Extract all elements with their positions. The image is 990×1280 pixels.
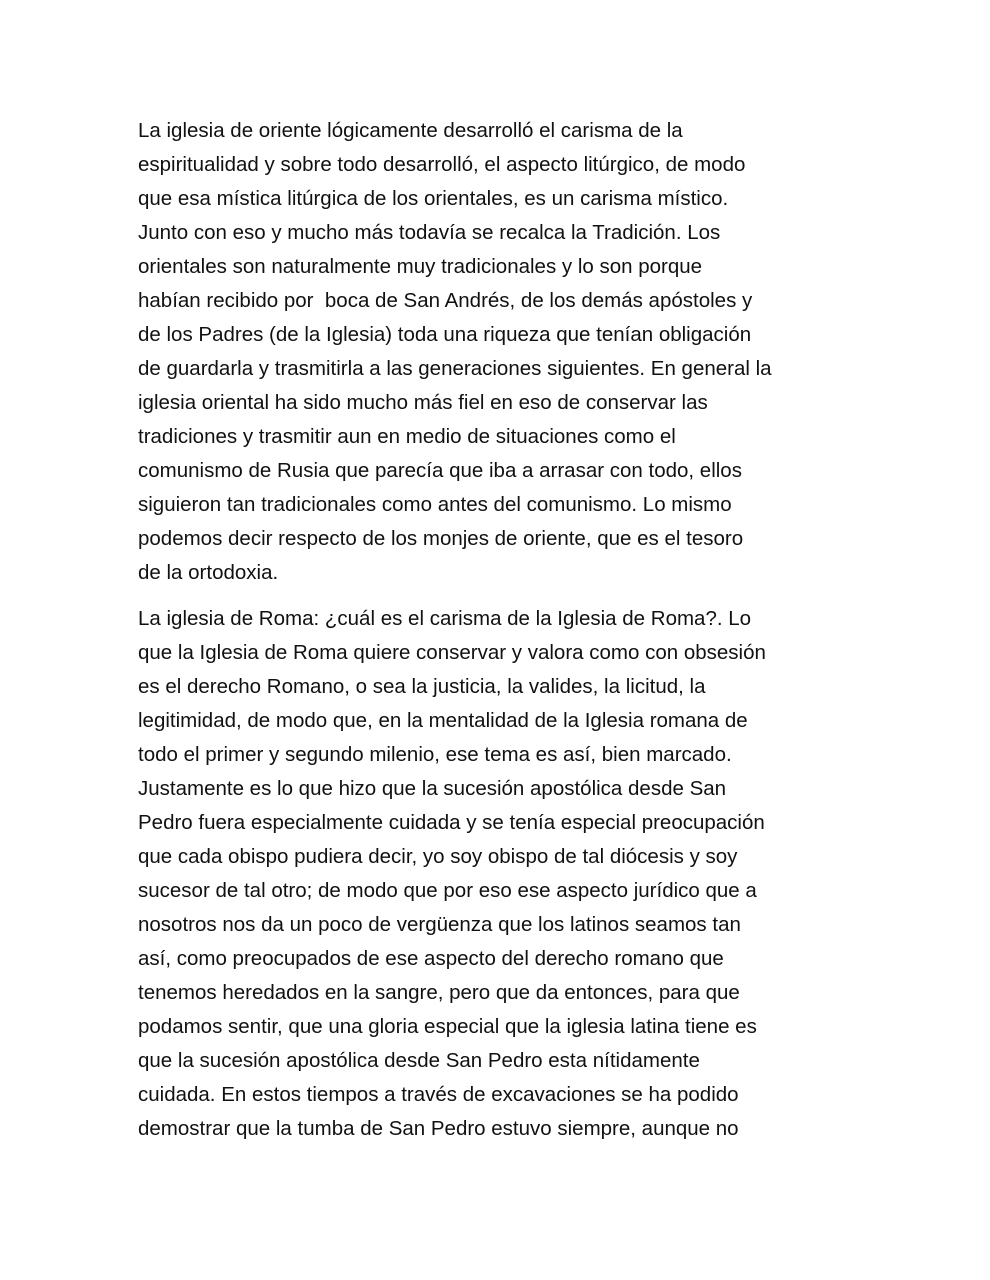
- text-line: que la Iglesia de Roma quiere conservar y valora como con obsesión: [138, 641, 766, 664]
- text-line: siguieron tan tradicionales como antes del comunismo. Lo mismo: [138, 493, 732, 516]
- text-line: La iglesia de Roma: ¿cuál es el carisma de la Iglesia de Roma?. Lo: [138, 607, 752, 630]
- text-line: de los Padres (de la Iglesia) toda una riqueza que tenían obligación: [138, 323, 752, 346]
- document-body: [138, 114, 898, 1158]
- text-line: demostrar que la tumba de San Pedro estuvo siempre, aunque no: [138, 1117, 739, 1140]
- text-line: es el derecho Romano, o sea la justicia, la valides, la licitud, la: [138, 675, 706, 698]
- text-line: Justamente es lo que hizo que la sucesión apostólica desde San: [138, 777, 727, 800]
- text-line: orientales son naturalmente muy tradicionales y lo son porque: [138, 255, 703, 278]
- text-line: así, como preocupados de ese aspecto del derecho romano que: [138, 947, 724, 970]
- text-line: espiritualidad y sobre todo desarrolló, el aspecto litúrgico, de modo: [138, 153, 746, 176]
- text-line: comunismo de Rusia que parecía que iba a arrasar con todo, ellos: [138, 459, 742, 482]
- text-line: de la ortodoxia.: [138, 561, 279, 584]
- text-line: Pedro fuera especialmente cuidada y se tenía especial preocupación: [138, 811, 765, 834]
- paragraph-oriente: [138, 114, 898, 590]
- text-line: sucesor de tal otro; de modo que por eso ese aspecto jurídico que a: [138, 879, 757, 902]
- text-line: Junto con eso y mucho más todavía se recalca la Tradición. Los: [138, 221, 721, 244]
- text-line: podemos decir respecto de los monjes de oriente, que es el tesoro: [138, 527, 744, 550]
- text-line: La iglesia de oriente lógicamente desarrolló el carisma de la: [138, 119, 683, 142]
- text-line: todo el primer y segundo milenio, ese tema es así, bien marcado.: [138, 743, 732, 766]
- text-line: que la sucesión apostólica desde San Pedro esta nítidamente: [138, 1049, 700, 1072]
- text-line: que cada obispo pudiera decir, yo soy obispo de tal diócesis y soy: [138, 845, 738, 868]
- text-line: legitimidad, de modo que, en la mentalidad de la Iglesia romana de: [138, 709, 748, 732]
- text-line: tradiciones y trasmitir aun en medio de situaciones como el: [138, 425, 676, 448]
- text-line: nosotros nos da un poco de vergüenza que los latinos seamos tan: [138, 913, 741, 936]
- text-line: cuidada. En estos tiempos a través de excavaciones se ha podido: [138, 1083, 739, 1106]
- text-line: podamos sentir, que una gloria especial que la iglesia latina tiene es: [138, 1015, 757, 1038]
- text-line: tenemos heredados en la sangre, pero que da entonces, para que: [138, 981, 740, 1004]
- text-line: iglesia oriental ha sido mucho más fiel en eso de conservar las: [138, 391, 708, 414]
- paragraph-roma: [138, 602, 898, 1146]
- text-line: de guardarla y trasmitirla a las generaciones siguientes. En general la: [138, 357, 772, 380]
- text-line: habían recibido por boca de San Andrés, de los demás apóstoles y: [138, 289, 753, 312]
- text-line: que esa mística litúrgica de los orientales, es un carisma místico.: [138, 187, 729, 210]
